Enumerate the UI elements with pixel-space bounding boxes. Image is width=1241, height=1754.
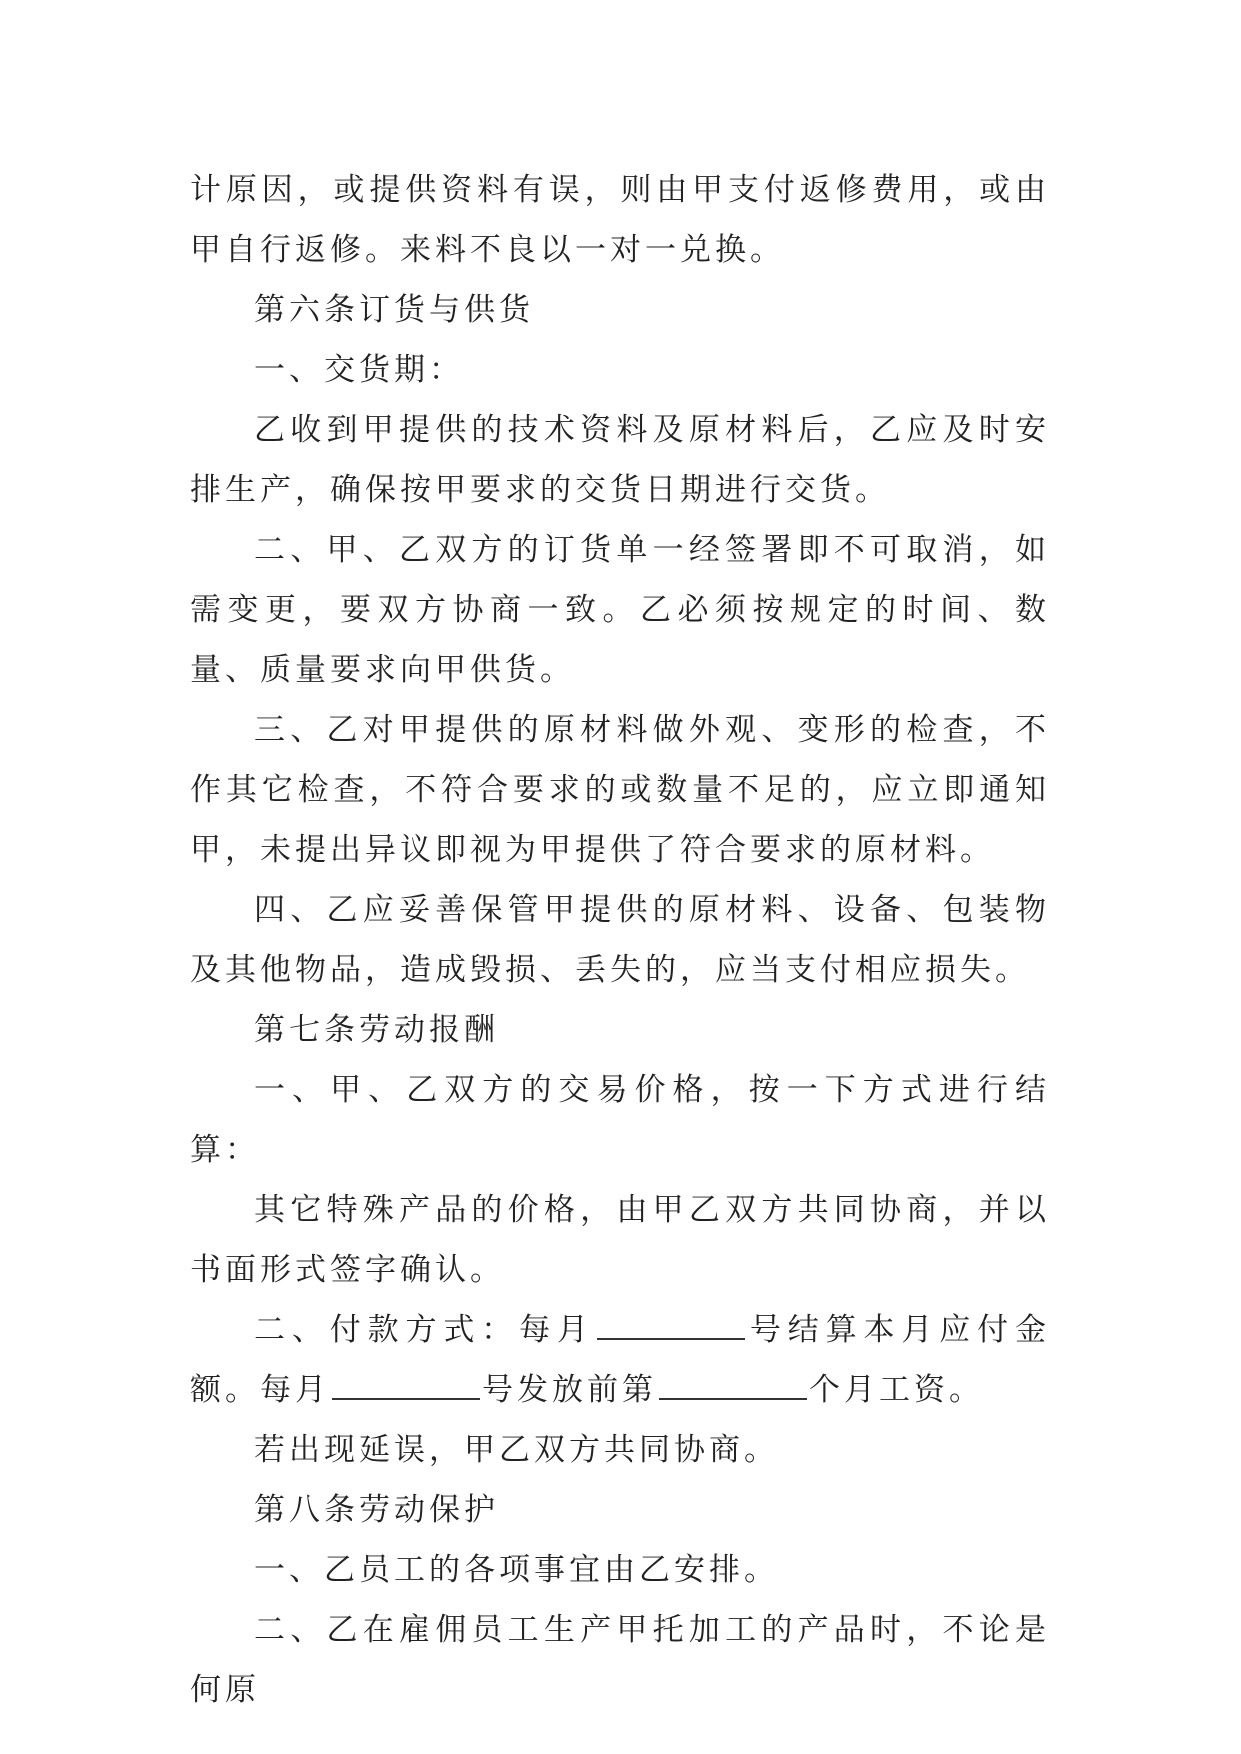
article-7-item-1-body: 其它特殊产品的价格，由甲乙双方共同协商，并以书面形式签字确认。: [190, 1192, 1050, 1288]
article-7-item-2: [190, 1300, 1050, 1420]
article-8-item-1: 一、乙员工的各项事宜由乙安排。: [254, 1552, 779, 1588]
payment-text-1: 二、付款方式：每月: [254, 1312, 595, 1348]
article-6-item-1-heading: 一、交货期：: [254, 352, 464, 388]
document-body: [190, 160, 1050, 1720]
payment-text-4: 个月工资。: [809, 1372, 984, 1408]
fill-blank-month-count[interactable]: [659, 1397, 807, 1400]
article-8-item-2: 二、乙在雇佣员工生产甲托加工的产品时，不论是何原: [190, 1612, 1050, 1708]
article-6-item-2: 二、甲、乙双方的订货单一经签署即不可取消，如需变更，要双方协商一致。乙必须按规定的时间、数量、质量要求向甲供货。: [190, 532, 1050, 688]
article-7-delay-note: 若出现延误，甲乙双方共同协商。: [254, 1432, 779, 1468]
payment-text-3: 号发放前第: [482, 1372, 657, 1408]
article-6-item-1-body: 乙收到甲提供的技术资料及原材料后，乙应及时安排生产，确保按甲要求的交货日期进行交货。: [190, 412, 1050, 508]
article-6-item-4: 四、乙应妥善保管甲提供的原材料、设备、包装物及其他物品，造成毁损、丢失的，应当支付相应损失。: [190, 892, 1050, 988]
article-8-heading: 第八条劳动保护: [254, 1492, 499, 1528]
article-7-item-1: 一、甲、乙双方的交易价格，按一下方式进行结算：: [190, 1072, 1050, 1168]
article-7-heading: 第七条劳动报酬: [254, 1012, 499, 1048]
article-6-heading: 第六条订货与供货: [254, 292, 534, 328]
fill-blank-payday[interactable]: [332, 1397, 480, 1400]
paragraph-continuation: 计原因，或提供资料有误，则由甲支付返修费用，或由甲自行返修。来料不良以一对一兑换。: [190, 172, 1050, 268]
fill-blank-settlement-day[interactable]: [597, 1337, 745, 1340]
article-6-item-3: 三、乙对甲提供的原材料做外观、变形的检查，不作其它检查，不符合要求的或数量不足的，应立即通知甲，未提出异议即视为甲提供了符合要求的原材料。: [190, 712, 1050, 868]
payment-text-2: 号结算本月应付金额。每月: [190, 1312, 1051, 1408]
